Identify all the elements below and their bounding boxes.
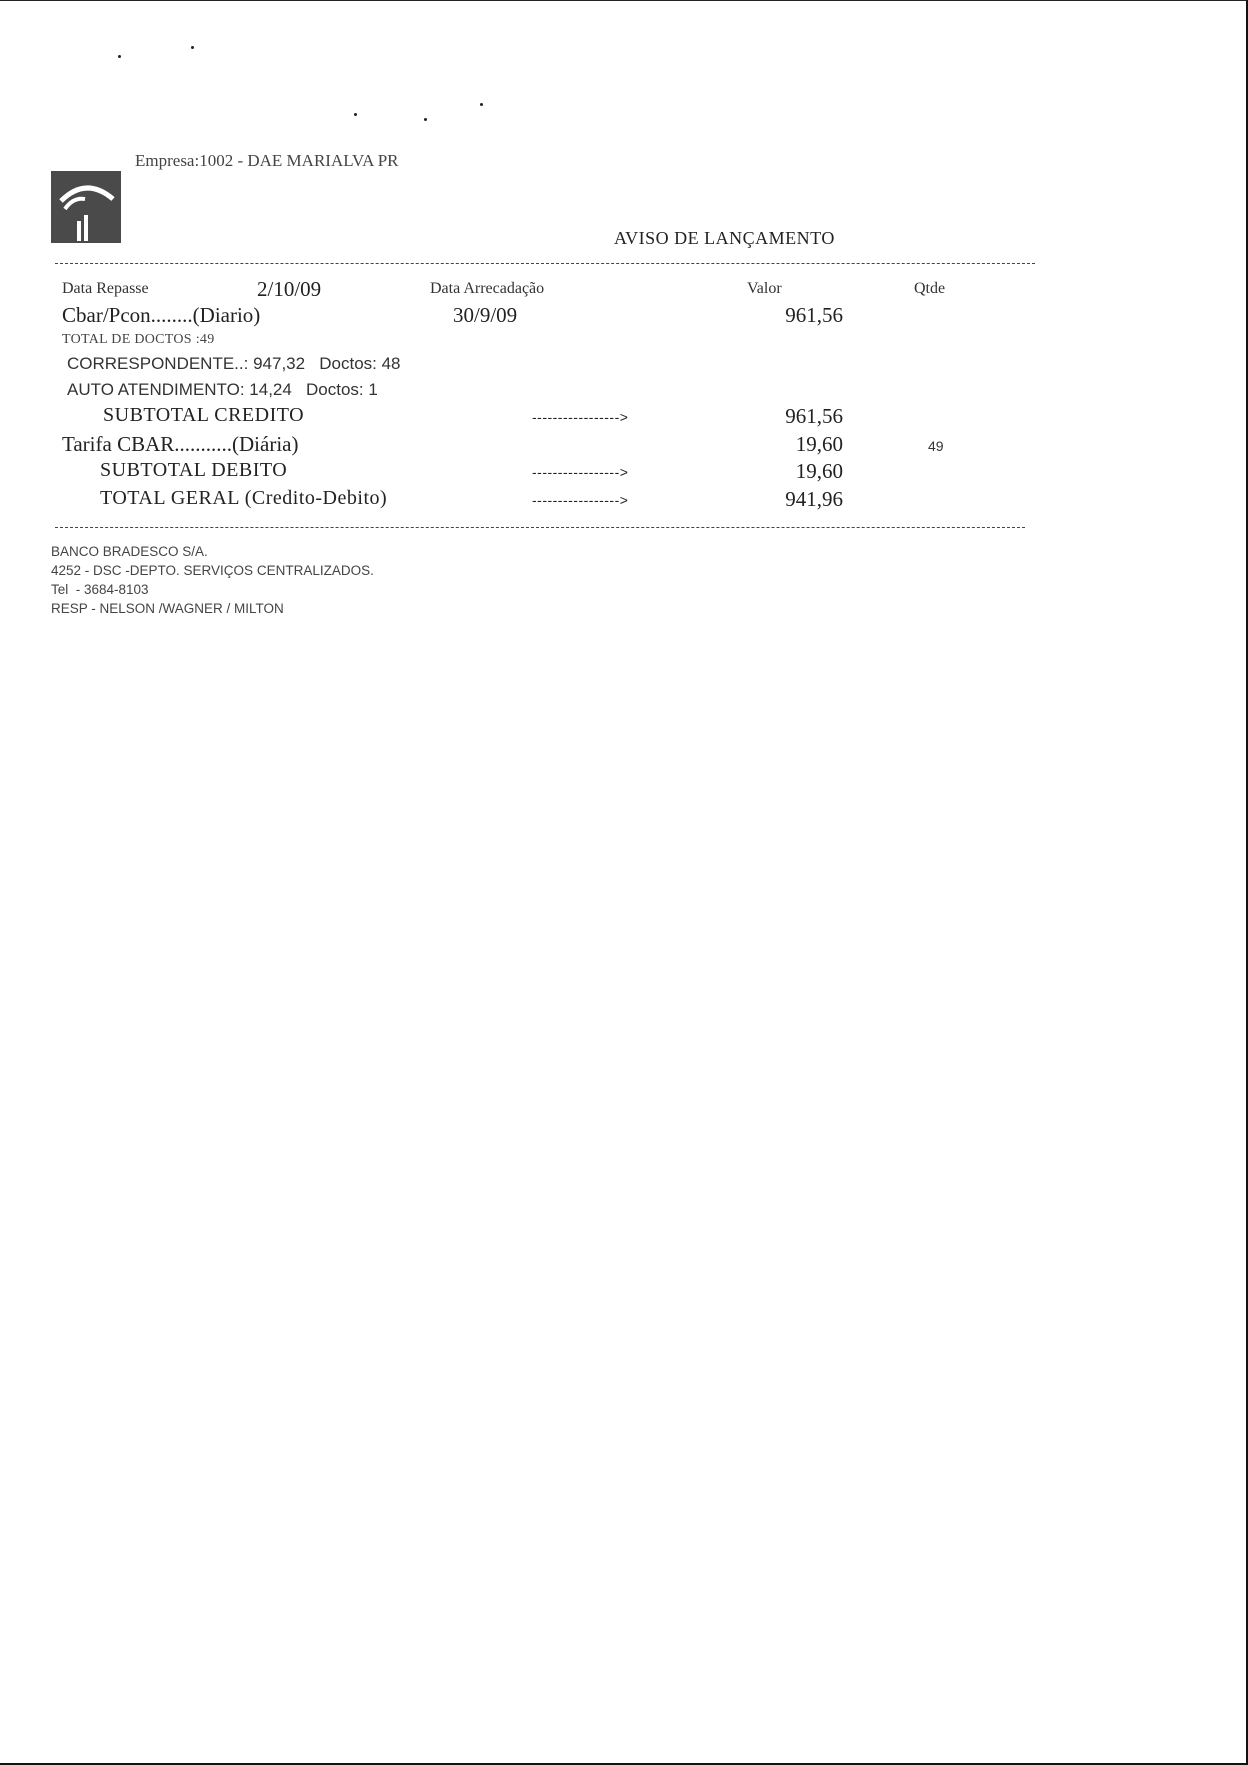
- tarifa-qtde: 49: [928, 438, 944, 454]
- total-geral-value: 941,96: [785, 487, 843, 511]
- subtotal-debito-arrow: ----------------->: [532, 464, 629, 480]
- data-repasse-label: Data Repasse: [62, 280, 149, 297]
- footer-bank: BANCO BRADESCO S/A.: [51, 544, 208, 559]
- speck: [191, 46, 194, 49]
- subtotal-debito-label: SUBTOTAL DEBITO: [100, 459, 288, 481]
- speck: [354, 113, 357, 116]
- data-arrecadacao-label: Data Arrecadação: [430, 280, 545, 297]
- cbar-value: 961,56: [785, 303, 843, 327]
- total-geral-label: TOTAL GERAL (Credito-Debito): [100, 487, 388, 509]
- footer-responsible: RESP - NELSON /WAGNER / MILTON: [51, 601, 284, 616]
- cbar-label: Cbar/Pcon........(Diario): [62, 303, 261, 327]
- tarifa-label: Tarifa CBAR...........(Diária): [62, 432, 299, 456]
- bradesco-logo-icon: [51, 171, 121, 243]
- company-name: Empresa:1002 - DAE MARIALVA PR: [135, 151, 399, 170]
- top-divider: [55, 263, 1035, 264]
- speck: [118, 55, 121, 58]
- footer-phone: Tel - 3684-8103: [51, 582, 149, 597]
- subtotal-debito-value: 19,60: [795, 459, 843, 483]
- speck: [424, 118, 427, 121]
- subtotal-credito-value: 961,56: [785, 404, 843, 428]
- document-title: AVISO DE LANÇAMENTO: [614, 228, 835, 248]
- subtotal-credito-arrow: ----------------->: [532, 409, 629, 425]
- qtde-label: Qtde: [914, 280, 946, 297]
- tarifa-value: 19,60: [795, 432, 843, 456]
- cbar-date: 30/9/09: [453, 303, 518, 327]
- speck: [480, 103, 483, 106]
- footer-department: 4252 - DSC -DEPTO. SERVIÇOS CENTRALIZADOS.: [51, 563, 374, 578]
- subtotal-credito-label: SUBTOTAL CREDITO: [103, 404, 305, 426]
- bottom-divider: [55, 527, 1025, 528]
- correspondente-line: CORRESPONDENTE..: 947,32 Doctos: 48: [67, 354, 401, 373]
- total-geral-arrow: ----------------->: [532, 492, 629, 508]
- valor-label: Valor: [747, 280, 782, 297]
- auto-atendimento-line: AUTO ATENDIMENTO: 14,24 Doctos: 1: [67, 380, 378, 399]
- total-doctos: TOTAL DE DOCTOS :49: [62, 332, 215, 347]
- data-repasse-value: 2/10/09: [257, 277, 322, 301]
